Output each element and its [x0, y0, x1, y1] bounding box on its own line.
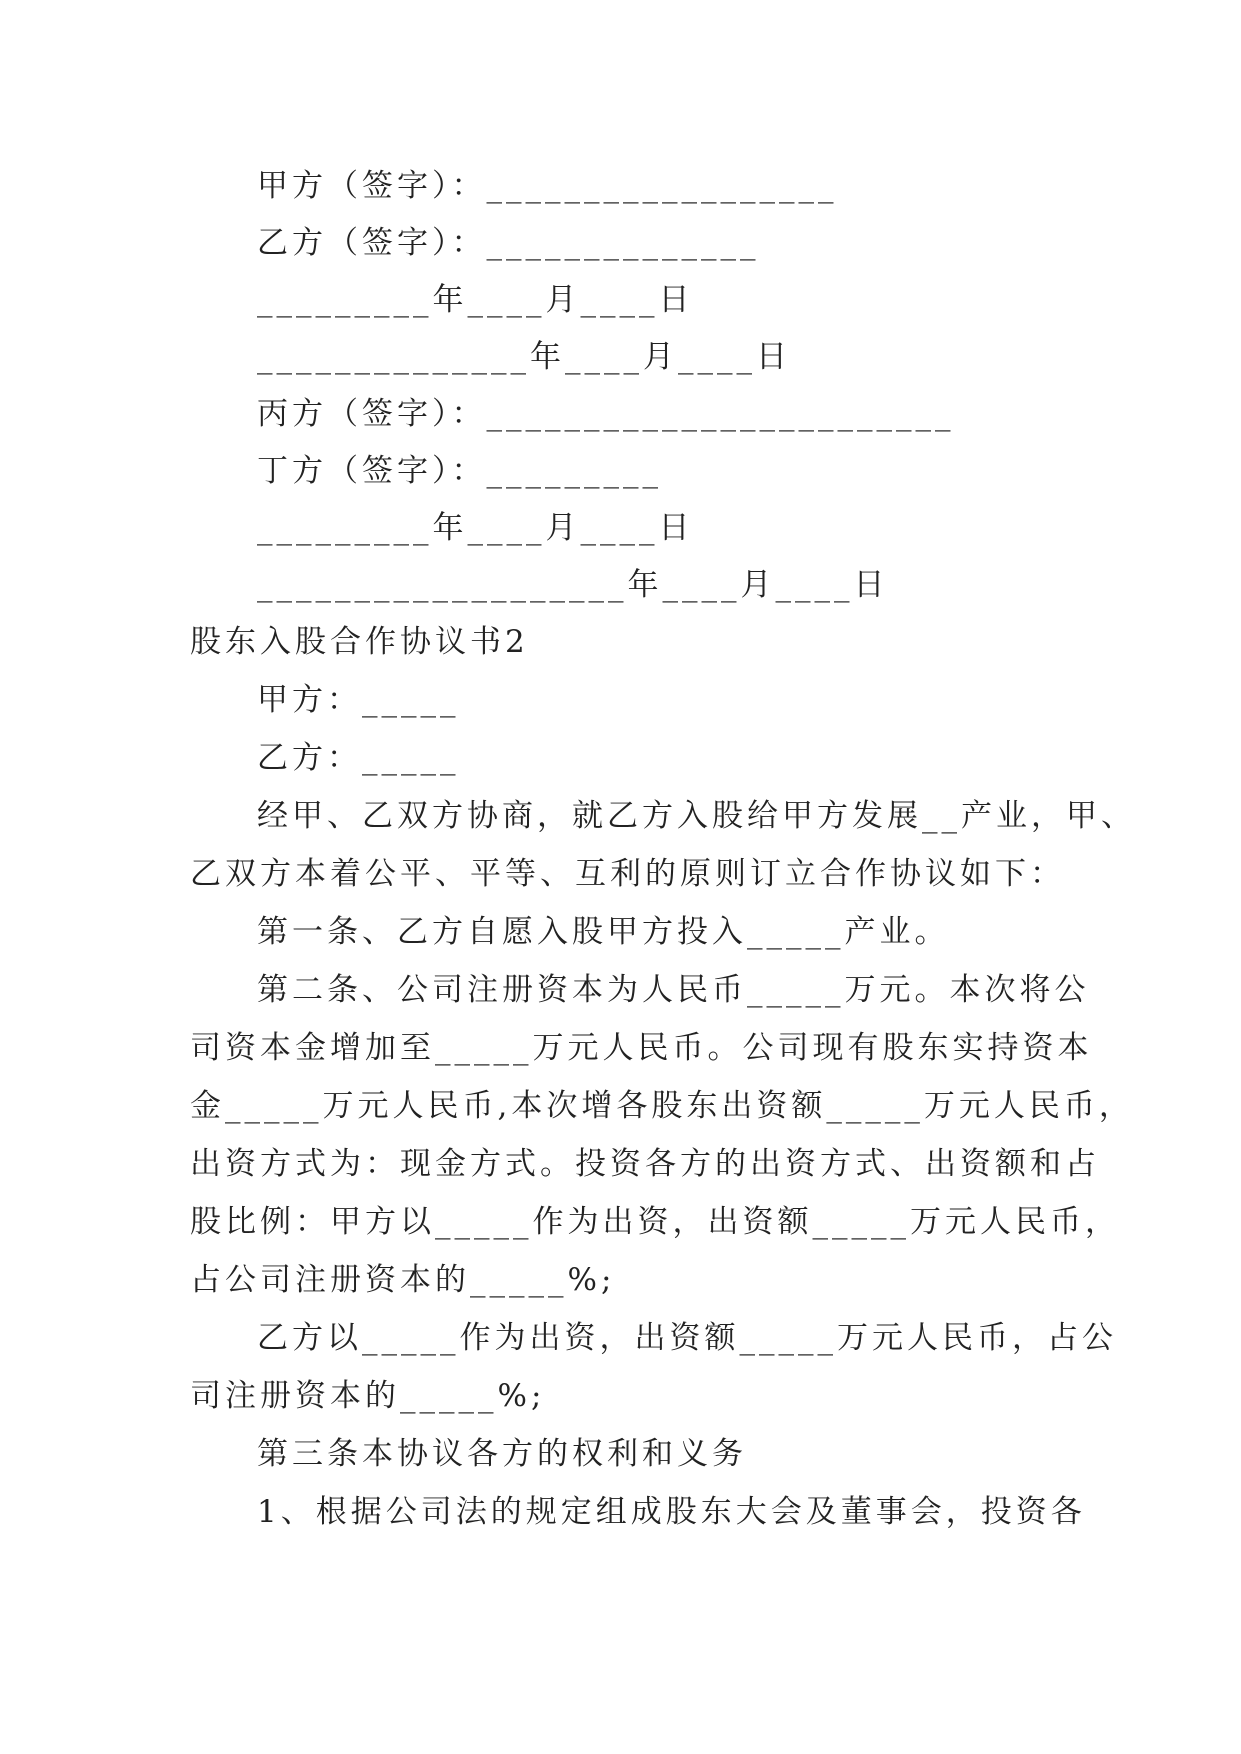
- paragraph-line: 股比例：甲方以_____作为出资，出资额_____万元人民币，: [190, 1204, 1120, 1240]
- paragraph-line: 司资本金增加至_____万元人民币。公司现有股东实持资本: [190, 1030, 1093, 1066]
- paragraph-line: 乙双方本着公平、平等、互利的原则订立合作协议如下：: [190, 856, 1065, 892]
- paragraph-line: 乙方以_____作为出资，出资额_____万元人民币，占公: [257, 1320, 1117, 1356]
- list-item: 1、根据公司法的规定组成股东大会及董事会，投资各: [257, 1494, 1086, 1530]
- paragraph-line: 占公司注册资本的_____%;: [190, 1262, 616, 1298]
- party-a-line: 甲方：_____: [257, 682, 460, 718]
- date-line: ______________年____月____日: [257, 339, 791, 375]
- signature-line-party-d: 丁方（签字）：_________: [257, 453, 662, 489]
- article-3-heading: 第三条本协议各方的权利和义务: [257, 1436, 747, 1472]
- article-1-line: 第一条、乙方自愿入股甲方投入_____产业。: [257, 914, 950, 950]
- paragraph-line: 出资方式为：现金方式。投资各方的出资方式、出资额和占: [190, 1146, 1100, 1182]
- date-line: _________年____月____日: [257, 510, 694, 546]
- section-title: 股东入股合作协议书2: [190, 624, 529, 660]
- signature-line-party-a: 甲方（签字）：__________________: [257, 168, 838, 204]
- date-line: ___________________年____月____日: [257, 567, 889, 603]
- paragraph-line: 经甲、乙双方协商，就乙方入股给甲方发展__产业，甲、: [257, 798, 1136, 834]
- signature-line-party-c: 丙方（签字）：________________________: [257, 396, 955, 432]
- paragraph-line: 金_____万元人民币,本次增各股东出资额_____万元人民币，: [190, 1088, 1134, 1124]
- party-b-line: 乙方：_____: [257, 740, 460, 776]
- date-line: _________年____月____日: [257, 282, 694, 318]
- paragraph-line: 司注册资本的_____%;: [190, 1378, 546, 1414]
- article-2-line: 第二条、公司注册资本为人民币_____万元。本次将公: [257, 972, 1090, 1008]
- signature-line-party-b: 乙方（签字）：______________: [257, 225, 760, 261]
